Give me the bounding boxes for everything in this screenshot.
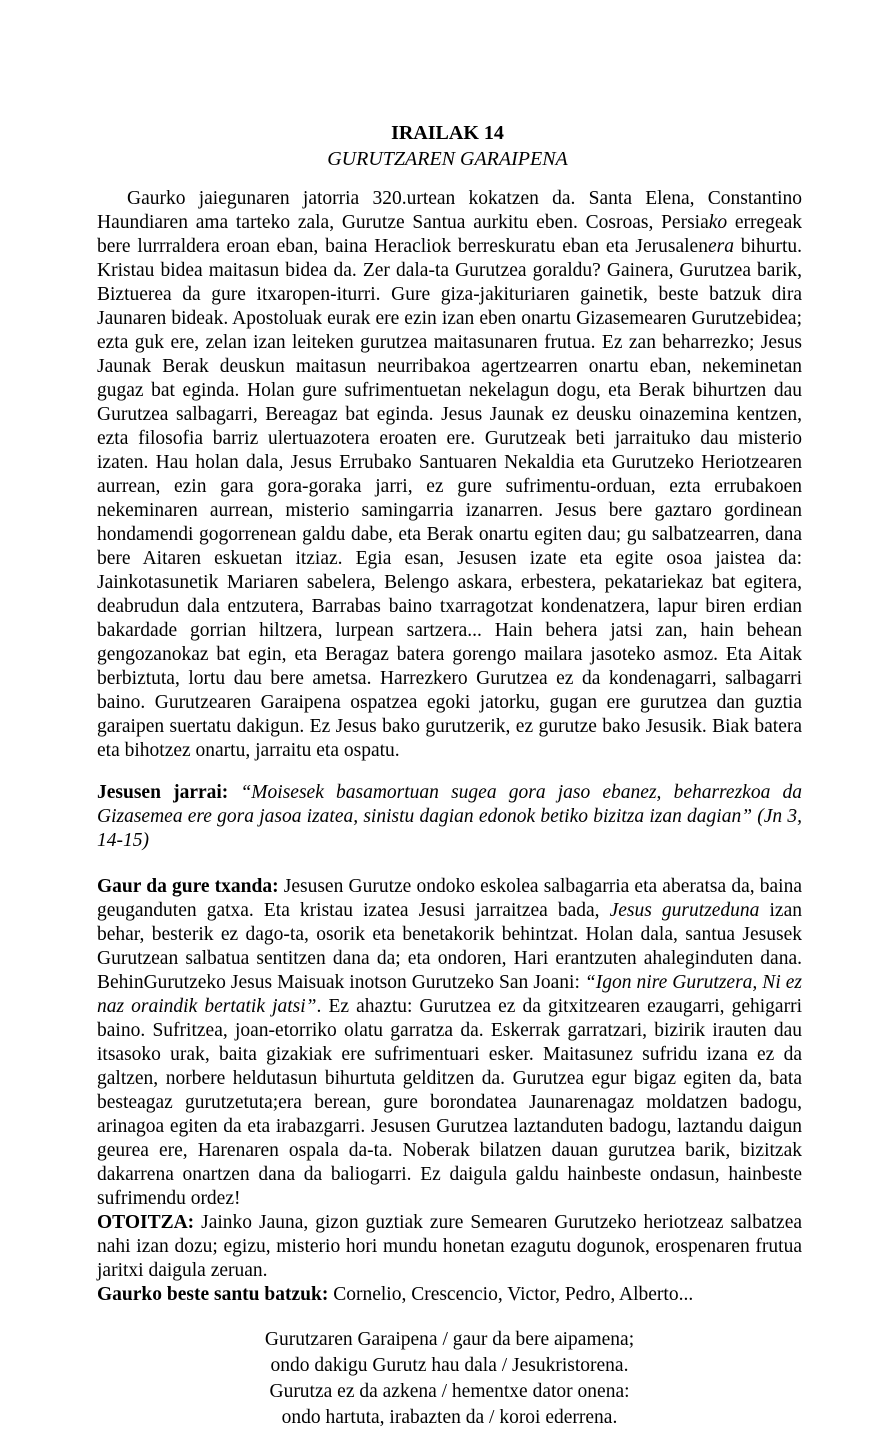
text-run: era (707, 236, 734, 257)
verse-line: Gurutzaren Garaipena / gaur da bere aipamena; (264, 1329, 635, 1350)
text-run: Cornelio, Crescencio, Victor, Pedro, Alberto... (333, 1284, 694, 1305)
text-run: Jesusen Gurutze ondoko eskolea salbagarria eta aberatsa da, baina geuganduten gatxa. Eta kristau izatea Jesusi jarraitzea bada, (97, 876, 802, 921)
text-run: bihurtu. Kristau bidea maitasun bidea da. Zer dala-ta Gurutzea goraldu? Gainera, Gurutzea barik, Biztuerea da gure itxaropen-iturri. Gure giza-jakituriaren gainetik, beste batzuk dira Jaunaren bideak. Apostoluak eurak ere ezin izan eben onartu Gizasemearen Gurutzebidea; ezta guk ere, zelan izan leiteken gurutzea maitasunaren frutua. Ez zan beharrezko; Jesus Jaunak Berak deuskun maitasun neurribakoa agertzearren onartu eban, nekeminetan gugaz bat eginda. Holan gure sufrimentuetan nekelagun dogu, eta Berak bihurtzen dau Gurutzea salbagarri, Bereagaz bat eginda. Jesus Jaunak ez deusku oinazemina kentzen, ezta filosofia barriz ulertuazotera eroaten ere. Gurutzeak beti jarraituko dau misterio izaten. Hau holan dala, Jesus Errubako Santuaren Nekaldia eta Gurutzeko Heriotzearen aurrean, ezin gara gora-goraka jarri, ez gure sufrimentu-orduan, ezta errubakoen nekeminaren aurrean, misterio samingarria izanarren. Jesus bere gaztaro gordinean hondamendi gogorrenean galdu dabe, eta Berak onartu egiten dau; gu salbatzearren, dana bere Aitaren eskuetan itziaz. Egia esan, Jesusen izate eta egite osoa jaistea da: Jainkotasunetik Mariaren sabelera, Belengo askara, erbestera, pekatariekaz bat egitera, deabrudun dala entzutera, Barrabas baino txarragotzat kondenatzera, lapur biren erdian bakardade gorrian hiltzera, lurpean sartzera... Hain behera jatsi zan, hain behean gengozanokaz bat egin, eta Beragaz batera gorengo mailara jasoteko asmoz. Eta Aitak berbiztuta, lortu dau bere ametsa. Harrezkero Gurutzea ez da kondenagarri, salbagarri baino. Gurutzearen Garaipena ospatzea egoki jatorku, gugan ere gurutzea dan guztia garaipen suertatu dakigun. Ez Jesus bako gurutzerik, ez gurutze bako Jesusik. Biak batera eta bihotzez onartu, jarraitu eta ospatu. (97, 236, 802, 761)
verse-line: ondo dakigu Gurutz hau dala / Jesukristorena. (270, 1355, 629, 1376)
paragraph-saints (97, 1283, 802, 1307)
text-run: Jesus gurutzeduna (609, 900, 760, 921)
text-run: “Moisesek basamortuan sugea gora jaso ebanez, beharrezkoa da Gizasemea ere gora jasoa izatea, sinistu dagian edonok betiko bizitza izan dagian” (Jn 3, 14-15) (97, 782, 802, 851)
verse-line: Gurutza ez da azkena / hementxe dator onena: (269, 1381, 630, 1402)
document-header (0, 0, 895, 171)
text-run: OTOITZA: (97, 1212, 202, 1233)
text-run: “Igon nire Gurutzera, Ni ez naz oraindik bertatik jatsi” (97, 972, 802, 1017)
verse (97, 1327, 802, 1431)
paragraph-reflection (97, 875, 802, 1211)
document-subtitle: GURUTZAREN GARAIPENA (327, 148, 568, 170)
paragraph-gospel-quote (97, 781, 802, 853)
text-run: erregeak bere lurrraldera eroan eban, baina Heracliok berreskuratu eban eta Jerusalen (97, 212, 802, 257)
text-run: Gaurko jaiegunaren jatorria 320.urtean kokatzen da. Santa Elena, Constantino Haundiaren ama tarteko zala, Gurutze Santua aurkitu eben. Cosroas, Persia (97, 188, 802, 233)
verse-line: ondo hartuta, irabazten da / koroi ederrena. (281, 1407, 618, 1428)
document-body (97, 187, 802, 1431)
text-run: . Ez ahaztu: Gurutzea ez da gitxitzearen ezaugarri, gehigarri baino. Sufritzea, joan-etorriko olatu garratza da. Eskerrak garratzari, bizirik irauten dau itsasoko urak, baita gizakiak ere sufrimentuari esker. Maitasunez sufridu izana ez da galtzen, norbere heldutasun bihurtuta gelditzen da. Gurutzea egur bigaz egiten da, bata besteagaz gurutzetuta;era berean, gure borondatea Jaunarenagaz moldatzen badogu, arinagoa egiten da eta irabazgarri. Jesusen Gurutzea laztanduten badogu, laztandu daigun geurea ere, Harenaren ospala da-ta. Noberak bilatzen dauan gurutzea barik, bizitzak dakarrena onartzen dana da baliogarri. Ez daigula galdu hainbeste ondasun, hainbeste sufrimendu ordez! (97, 996, 802, 1209)
paragraph-intro (97, 187, 802, 763)
text-run: Gaurko beste santu batzuk: (97, 1284, 334, 1305)
text-run: Gaur da gure txanda: (97, 876, 284, 897)
text-run: izan behar, besterik ez dago-ta, osorik eta benetakorik behintzat. Holan dala, santua Jesusek Gurutzean salbatua sentitzen dana da; eta ondoren, Hari erantzuten ahaleginduten dana. BehinGurutzeko Jesus Maisuak inotson Gurutzeko San Joani: (97, 900, 802, 993)
text-run: ko (708, 212, 728, 233)
document-title: IRAILAK 14 (391, 122, 504, 144)
text-run: Jainko Jauna, gizon guztiak zure Semearen Gurutzeko heriotzeaz salbatzea nahi izan dozu; egizu, misterio hori mundu honetan ezagutu dogunok, erospenaren frutua jaritxi daigula zeruan. (97, 1212, 802, 1281)
text-run: Jesusen jarrai: (97, 782, 241, 803)
paragraph-prayer (97, 1211, 802, 1283)
